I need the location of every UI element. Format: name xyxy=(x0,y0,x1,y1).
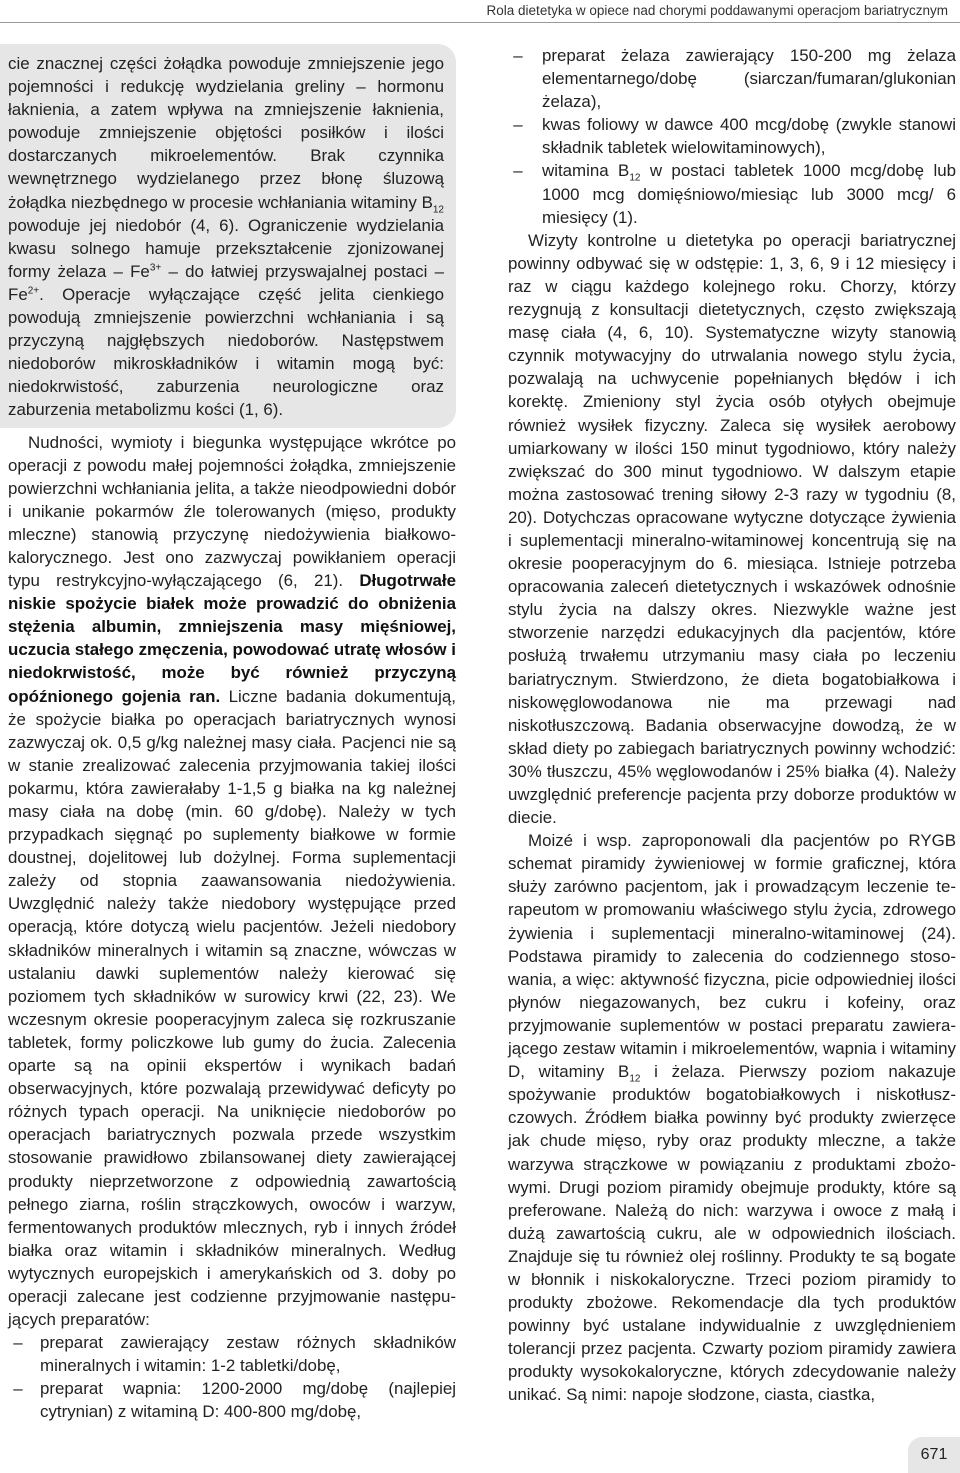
subscript-12: 12 xyxy=(629,1073,641,1085)
body-paragraph xyxy=(8,431,456,1332)
highlight-box xyxy=(0,44,456,428)
highlight-text-4: . Operacje wyłączające część jelita cienkiego powodują zmniejszenie powierzchni wchłaniania i są przyczyną najgłębszych niedoborów. Następstwem niedoborów mikroskładników i witamin mogą być: niedokrwistość, zaburzenia neurologiczne oraz zaburzenia metabolizmu kości (1, 6). xyxy=(8,284,444,420)
page-number: 671 xyxy=(908,1437,960,1473)
left-column xyxy=(8,44,456,1424)
paragraph-text: Moizé i wsp. zaproponowali dla pacjentów po RYGB schemat piramidy żywieniowej w formie graficznej, która służy zarówno pacjentom, jak i prowadzącym leczenie terapeutom w promowaniu właściwego stylu życia, zdrowego żywienia i suplementacji mineralno-witaminowej (24). Podstawa piramidy to zalecenia do codziennego stosowania, a więc: aktywność fizyczna, picie odpowiedniej ilości płynów niegazowanych, bez cukru i kofeiny, oraz przyjmowanie suplementów w postaci preparatu zawierającego zestaw witamin i mikroelementów, wapnia i witaminy D, witaminy B xyxy=(508,831,956,1082)
body-paragraph: Wizyty kontrolne u dietetyka po operacji bariatrycznej powinny odbywać się w odstępie: 1, 3, 6, 9 i 12 miesięcy i raz w ciągu każdego kolejnego roku. Chorzy, którzy rezygnują z konsultacji dietetycznych, często zwiększają masę ciała (4, 6, 10). Systematyczne wizyty stanowią czynnik motywacyjny do utrwalania nowego stylu życia, pozwalają na uchwycenie popełnianych błędów i ich korektę. Zmieniony styl życia osób otyłych obejmuje również wysiłek fizyczny. Zaleca się wysiłek aerobowy umiarkowany w ilości 150 minut tygodniowo, który należy zwiększać do 300 minut tygodniowo. W dalszym etapie można zastosować trening siłowy 2-3 razy w tygodniu (8, 20). Dotychczas opracowane wytyczne dotyczące żywienia i suplementacji mineralno-witaminowej koncentrują się na okresie pooperacyjnym do 6. miesiąca. Istnieje potrzeba opracowania zaleceń dietetycznych i wskazówek odnośnie stylu życia na dalszy okres. Niezwykle ważne jest stworzenie narzędzi edukacyjnych dla pacjentów, które posłużą trwałemu utrzymaniu masy ciała po leczeniu bariatrycznym. Stwierdzono, że dieta bogatobiałkowa i niskowęglowodanowa nie ma przewagi nad niskotłuszczową. Badania obserwacyjne dowodzą, że w skład diety po zabiegach bariatrycznych powinny wchodzić: 30% tłuszczu, 45% węglowodanów i 25% białka (4). Należy uwzględnić preferencje pacjenta przy doborze produktów w diecie. xyxy=(508,230,956,828)
superscript-fe3: 3+ xyxy=(149,262,162,274)
right-column xyxy=(508,44,956,1407)
list-item-text: witamina B xyxy=(542,161,630,181)
highlight-text-2: powoduje jej niedobór (4, 6). Ograniczenie wydzielania kwasu solnego hamuje przekształcenie zjonizowanej formy żelaza – Fe xyxy=(8,215,444,281)
body-paragraph xyxy=(508,829,956,1406)
list-item: – preparat zawierający zestaw różnych składników mineralnych i witamin: 1-2 tabletki/dobę, xyxy=(8,1331,456,1377)
preparations-list-continued xyxy=(508,44,956,229)
preparations-list xyxy=(8,1331,456,1423)
subscript-12: 12 xyxy=(432,203,444,215)
paragraph-text-continued: i żelaza. Pierwszy poziom nakazuje spożywanie produktów bogatobiałkowych i niskotłuszczowych. Źródłem białka powinny być produkty zwierzęce jak chude mięso, ryby oraz produkty mleczne, a także warzywa strączkowe w powiązaniu z produktami zbożowymi. Drugi poziom piramidy obejmuje produkty, które są preferowane. Należą do nich: warzywa i owoce z małą i dużą zawartością cukru, ale w odpowiednich ilościach. Znajduje się tu również olej roślinny. Produkty te są bogate w błonnik i niskokaloryczne. Trzeci poziom piramidy to produkty zbożowe. Rekomendacje dla tych produktów powinny być ustalane indywidualnie z uwzględnieniem tolerancji przez pacjenta. Czwarty poziom piramidy zawiera produkty wysokokaloryczne, których zdecydowanie należy unikać. Są nimi: napoje słodzone, ciasta, ciastka, xyxy=(508,1062,956,1405)
running-title: Rola dietetyka w opiece nad chorymi poddawanymi operacjom bariatrycznym xyxy=(486,3,948,18)
list-item: – preparat wapnia: 1200-2000 mg/dobę (najlepiej cytrynian) z witaminą D: 400-800 mg/dobę, xyxy=(8,1377,456,1423)
subscript-12: 12 xyxy=(629,172,641,184)
highlight-paragraph xyxy=(8,52,444,422)
superscript-fe2: 2+ xyxy=(27,285,40,297)
header-rule xyxy=(0,22,960,23)
list-item-text-continued: w postaci tabletek 1000 mcg/dobę lub 1000 mcg domięśniowo/miesiąc lub 3000 mcg/ 6 miesięcy (1). xyxy=(542,161,956,227)
paragraph-text-continued: Liczne badania dokumentują, że spożycie białka po operacjach bariatrycznych wynosi zazwyczaj ok. 0,5 g/kg należnej masy ciała. Pacjenci nie są w stanie zrealizować zalecenia przyjmowania takiej ilości pokarmu, która zawierałaby 1-1,5 g białka na kg należnej masy ciała na dobę (min. 60 g/dobę). Należy w tych przypadkach sięgnąć po suplementy białkowe w formie doustnej, dojelitowej lub dożylnej. Forma suplementacji zależy od stopnia zaawansowania niedożywienia. Uwzględnić należy także niedobory występujące przed operacją, które dotyczą wielu pacjentów. Jeżeli niedobory składników mineralnych i witamin są znaczne, wówczas w ustalaniu dawki suplementów należy kierować się poziomem tych składników w surowicy krwi (22, 23). We wczesnym okresie pooperacyjnym zaleca się rozkruszanie tabletek, formy policzkowe lub gumy do żucia. Zalecenia oparte są na opinii ekspertów i wynikach badań obserwacyjnych, które pozwalają przewidywać deficyty po różnych typach operacji. Na uniknięcie niedoborów po operacjach bariatrycznych pozwala przede wszystkim stosowanie prawidłowo zbilansowanej diety zawierającej produkty nieprzetworzone z odpowiednią zawartością pełnego ziarna, roślin strączkowych, owoców i warzyw, fermentowanych produktów mlecznych, ryb i innych źródeł białka oraz witamin i składników mineralnych. Według wytycznych europejskich i amerykańskich od 3. doby po operacji zalecane jest codzienne przyjmowanie następujących preparatów: xyxy=(8,686,456,1330)
highlight-text-3: – do łatwiej przyswajalnej postaci – Fe xyxy=(8,261,444,304)
highlight-text-1: cie znacznej części żołądka powoduje zmniejszenie jego pojemności i redukcję wydzielania greliny – hormonu łaknienia, a zatem wpływa na zmniejszenie łaknienia, powoduje zmniejszenie objętości posiłków i ilości dostarczanych mikroelementów. Brak czynnika wewnętrznego wydzielanego przez błonę śluzową żołądka niezbędnego w procesie wchłaniania witaminy B xyxy=(8,54,444,212)
bold-emphasis: Długotrwałe niskie spożycie białek może prowadzić do obniżenia stężenia albumin, zmniejszenia masy mięśniowej, uczucia stałego zmęczenia, powodować utratę włosów i niedokrwistość, może być również przyczyną opóźnionego gojenia ran. xyxy=(8,571,456,706)
list-item xyxy=(508,159,956,228)
paragraph-text: Nudności, wymioty i biegunka występujące wkrótce po operacji z powodu małej pojemności żołądka, zmniejszenie powierzchni wchłaniania jelita, a także nieodpowiedni dobór i unikanie pokarmów źle tolerowanych (mięso, produkty mleczne) stanowią przyczynę niedożywienia białkowo-kalorycznego. Jest ono zazwyczaj powikłaniem operacji typu restrykcyjno-wyłączającego (6, 21). xyxy=(8,432,456,591)
list-item: – kwas foliowy w dawce 400 mcg/dobę (zwykle stanowi składnik tabletek wielowitaminowych), xyxy=(508,113,956,159)
list-item: – preparat żelaza zawierający 150-200 mg żelaza elementarnego/dobę (siarczan/fumaran/glukonian żelaza), xyxy=(508,44,956,113)
